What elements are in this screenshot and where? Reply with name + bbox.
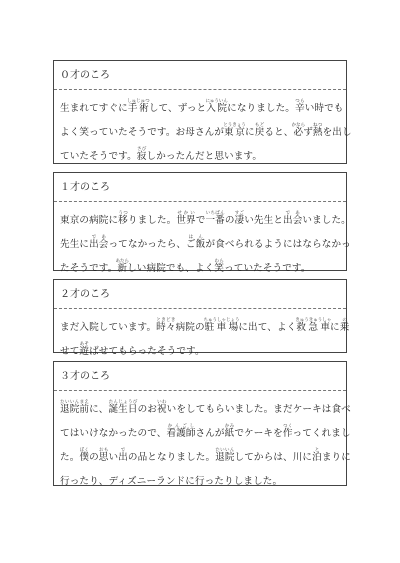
furigana-reading: おも [98, 448, 109, 453]
text-segment: しい病院でも、よく [127, 263, 215, 274]
kanji-text: 移 [118, 215, 128, 226]
furigana-word [224, 424, 235, 439]
furigana-word [79, 342, 90, 357]
section-title: １才のころ [60, 182, 110, 193]
furigana-word [136, 147, 147, 162]
furigana-word [89, 235, 109, 250]
kanji-text: 出会 [89, 239, 109, 250]
text-line [60, 314, 350, 338]
furigana-word [283, 211, 303, 226]
furigana-word [98, 448, 109, 463]
text-segment: たそうです。 [60, 263, 118, 274]
kanji-text: 東京 [223, 127, 246, 138]
text-segment: ず [303, 127, 313, 138]
text-segment: た。 [60, 452, 80, 463]
furigana-reading: で [118, 448, 128, 453]
furigana-word [156, 318, 176, 333]
text-line [60, 119, 352, 143]
furigana-word [294, 99, 305, 114]
text-segment: ってなかったら、 [108, 239, 187, 250]
furigana-reading: とうきょう [223, 123, 246, 128]
text-line [60, 231, 351, 255]
kanji-text: 駐車場 [203, 322, 240, 333]
section-body [60, 314, 350, 362]
text-segment: に、 [89, 404, 109, 415]
furigana-reading: つく [282, 424, 293, 429]
furigana-reading: いちばん [205, 211, 225, 216]
text-segment: いました。 [302, 215, 351, 226]
furigana-reading: かなら [291, 123, 306, 128]
text-line [60, 420, 351, 444]
text-line [60, 207, 351, 231]
furigana-reading: であ [283, 211, 303, 216]
dashed-divider [54, 308, 346, 309]
text-segment: 東京の病院に [60, 215, 119, 226]
furigana-word [127, 99, 150, 114]
kanji-text: 凄 [234, 215, 245, 226]
furigana-reading: うつ [118, 211, 128, 216]
kanji-text: 紙 [224, 428, 235, 439]
furigana-reading: と [312, 448, 322, 453]
text-segment: を出し [322, 127, 352, 138]
text-segment: に出て、よく [238, 322, 297, 333]
dashed-divider [54, 89, 346, 90]
text-segment: になりました。 [227, 103, 295, 114]
text-segment: ると、 [264, 127, 294, 138]
furigana-reading: たいいん [215, 448, 235, 453]
dashed-divider [54, 201, 346, 202]
furigana-reading: しゅじゅつ [127, 99, 150, 104]
furigana-word [205, 211, 225, 226]
text-line [60, 396, 351, 420]
text-segment: でケーキを [234, 428, 283, 439]
kanji-text: 寂 [136, 151, 147, 162]
text-segment: が食べられるようにはならなかっ [205, 239, 351, 250]
text-segment: い時でも [304, 103, 344, 114]
furigana-reading: すご [234, 211, 245, 216]
furigana-reading: もど [254, 123, 265, 128]
furigana-word [312, 123, 323, 138]
section-body [60, 396, 351, 492]
furigana-word [215, 448, 235, 463]
furigana-word [295, 318, 332, 333]
kanji-text: 出会 [283, 215, 303, 226]
section-body [60, 207, 351, 279]
furigana-word [223, 123, 246, 138]
furigana-word [312, 448, 322, 463]
furigana-reading: にゅういん [205, 99, 228, 104]
kanji-text: 乗 [339, 322, 350, 333]
text-segment: せて [60, 346, 80, 357]
text-segment: い先生と [244, 215, 284, 226]
kanji-text: 遊 [79, 346, 90, 357]
text-segment: さんが [195, 428, 225, 439]
text-segment: よく笑っていたそうです。お母さんが [60, 127, 225, 138]
furigana-word [214, 259, 225, 274]
kanji-text: 誕生日 [108, 404, 138, 415]
furigana-reading: かみ [224, 424, 235, 429]
text-line [60, 95, 344, 119]
text-segment: の [224, 215, 235, 226]
kanji-text: 辛 [294, 103, 305, 114]
text-segment: 病院の [175, 322, 205, 333]
kanji-text: 熱 [312, 127, 323, 138]
furigana-word [205, 99, 228, 114]
section-title: ３才のころ [60, 371, 110, 382]
text-segment: ってくれまし [292, 428, 351, 439]
text-segment: ばせてもらったそうです。 [89, 346, 205, 357]
text-segment: に [244, 127, 255, 138]
section-age-0 [53, 60, 352, 164]
document-page [53, 60, 352, 494]
furigana-reading: たんじょうび [108, 400, 138, 405]
furigana-word [291, 123, 306, 138]
furigana-reading: あたら [115, 259, 130, 264]
text-segment: で [195, 215, 206, 226]
kanji-text: 作 [282, 428, 293, 439]
furigana-word [254, 123, 265, 138]
furigana-word [79, 448, 90, 463]
furigana-reading: たいいんまえ [60, 400, 90, 405]
furigana-reading: ちゅうしゃじょう [203, 318, 240, 323]
text-segment: まだ入院しています。 [60, 322, 157, 333]
furigana-word [166, 424, 196, 439]
furigana-reading: はん [186, 235, 206, 240]
furigana-word [282, 424, 293, 439]
kanji-text: 世界 [176, 215, 196, 226]
furigana-word [118, 211, 128, 226]
kanji-text: 退院前 [60, 404, 90, 415]
furigana-reading: の [339, 318, 350, 323]
kanji-text: 入院 [205, 103, 228, 114]
furigana-word [176, 211, 196, 226]
text-segment: して、ずっと [148, 103, 207, 114]
furigana-word [60, 400, 90, 415]
text-segment: しかったんだと思います。 [146, 151, 263, 162]
section-age-3 [53, 361, 351, 487]
text-segment: のお [137, 404, 157, 415]
text-segment: い [108, 452, 119, 463]
section-age-2 [53, 279, 350, 357]
text-segment: 行ったり、ディズニーランドに行ったりしました。 [60, 476, 283, 487]
kanji-text: 手術 [127, 103, 150, 114]
furigana-word [118, 448, 128, 463]
text-segment: 先生に [60, 239, 90, 250]
text-segment: ていたそうです。 [60, 151, 137, 162]
kanji-text: 出 [118, 452, 128, 463]
text-segment: まりに [321, 452, 351, 463]
furigana-reading: さび [136, 147, 147, 152]
furigana-reading: わら [214, 259, 225, 264]
furigana-reading: きゅうきゅうしゃ [295, 318, 332, 323]
kanji-text: 戻 [254, 127, 265, 138]
furigana-word [186, 235, 206, 250]
furigana-reading: かんごし [166, 424, 196, 429]
text-segment: てはいけなかったので、 [60, 428, 167, 439]
text-segment: の [89, 452, 99, 463]
furigana-word [108, 400, 138, 415]
furigana-reading: つら [294, 99, 305, 104]
kanji-text: 救急車 [295, 322, 332, 333]
furigana-word [339, 318, 350, 333]
kanji-text: 笑 [214, 263, 225, 274]
kanji-text: 僕 [79, 452, 90, 463]
text-segment: っていたそうです。 [224, 263, 311, 274]
kanji-text: 思 [98, 452, 109, 463]
text-line [60, 444, 351, 468]
text-segment: に [330, 322, 340, 333]
kanji-text: 看護師 [166, 428, 196, 439]
kanji-text: ご飯 [186, 239, 206, 250]
section-age-1 [53, 172, 351, 274]
kanji-text: 祝 [156, 404, 167, 415]
section-title: ０才のころ [60, 70, 110, 81]
furigana-reading: あそ [79, 342, 90, 347]
kanji-text: 一番 [205, 215, 225, 226]
section-title: ２才のころ [60, 289, 110, 300]
text-line [60, 143, 340, 167]
text-line [60, 255, 340, 279]
text-segment: いをしてもらいました。まだケーキは食べ [166, 404, 351, 415]
section-body [60, 95, 352, 167]
text-segment: 生まれてすぐに [60, 103, 128, 114]
furigana-word [156, 400, 167, 415]
kanji-text: 泊 [312, 452, 322, 463]
text-line [60, 338, 340, 362]
furigana-reading: いわ [156, 400, 167, 405]
dashed-divider [54, 390, 346, 391]
furigana-reading: ねつ [312, 123, 323, 128]
kanji-text: 退院 [215, 452, 235, 463]
furigana-reading: ぼく [79, 448, 90, 453]
furigana-reading: であ [89, 235, 109, 240]
text-segment: りました。 [127, 215, 177, 226]
kanji-text: 時々 [156, 322, 176, 333]
text-segment: の品となりました。 [127, 452, 216, 463]
furigana-word [234, 211, 245, 226]
text-segment: してからは、川に [234, 452, 313, 463]
kanji-text: 新 [115, 263, 129, 274]
furigana-word [203, 318, 240, 333]
text-line [60, 468, 340, 492]
furigana-reading: せかい [176, 211, 196, 216]
kanji-text: 必 [291, 127, 306, 138]
furigana-word [115, 259, 130, 274]
furigana-reading: ときどき [156, 318, 176, 323]
